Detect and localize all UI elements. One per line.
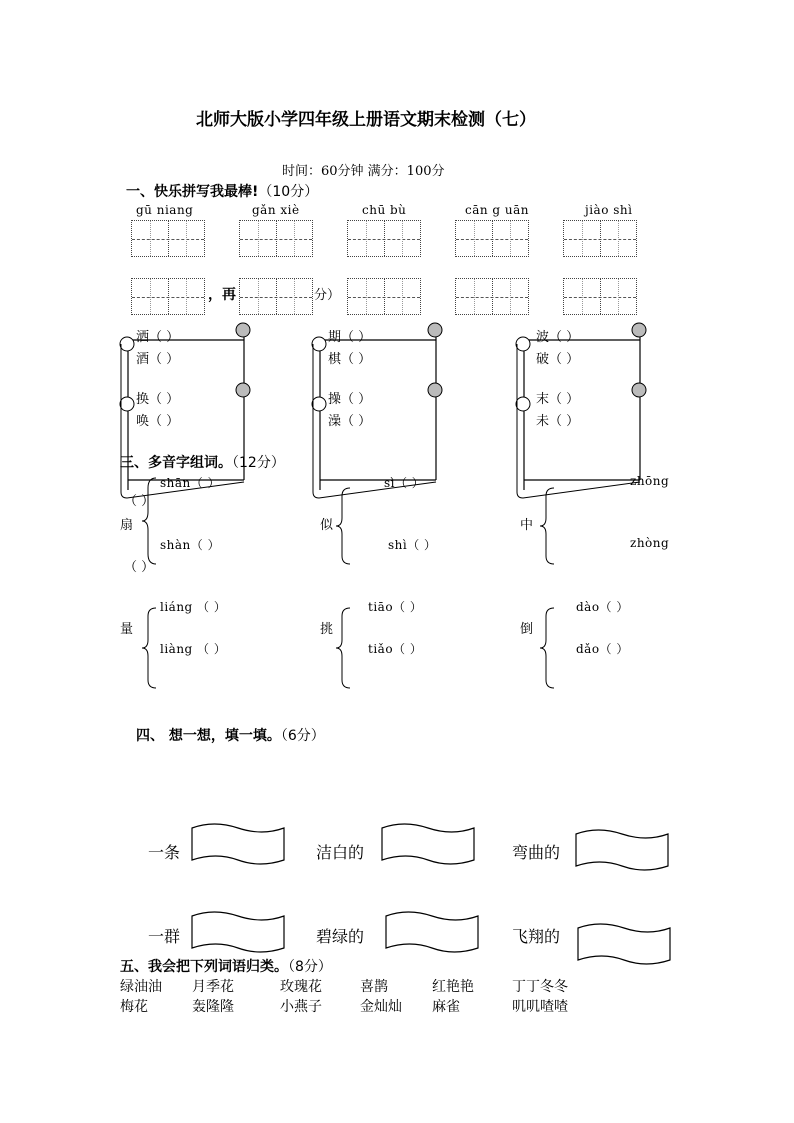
wave-answer-box[interactable] <box>384 908 480 958</box>
brace <box>538 486 558 566</box>
section-5-heading: 五、我会把下列词语归类。（8分） <box>120 959 332 975</box>
word-pair: 洒（ ） <box>136 330 180 345</box>
page-title: 北师大版小学四年级上册语文期末检测（七） <box>196 110 536 130</box>
fill-label: 飞翔的 <box>512 927 561 946</box>
polyphone-reading: liáng （ ） <box>160 600 227 614</box>
section-2-heading-fragment: ，再 <box>208 287 236 303</box>
pinyin-4: cān g uān <box>465 203 530 217</box>
fill-label: 一群 <box>148 927 181 946</box>
wave-answer-box[interactable] <box>380 820 476 870</box>
wave-answer-box[interactable] <box>190 820 286 870</box>
word: 喜鹊 <box>360 979 388 995</box>
word-pair: 操（ ） <box>328 392 372 407</box>
polyphone-reading: shān（ ） <box>160 476 221 490</box>
brace <box>140 606 160 690</box>
polyphone-reading: tiāo（ ） <box>368 600 423 614</box>
polyphone-reading: dào（ ） <box>576 600 629 614</box>
answer-paren: （ ） <box>124 494 155 509</box>
wave-answer-box[interactable] <box>576 920 672 970</box>
word-pair: 唤（ ） <box>136 414 180 429</box>
scroll-frame <box>308 320 448 498</box>
pinyin-3: chū bù <box>362 203 407 217</box>
word: 绿油油 <box>120 979 162 995</box>
word-pair: 破（ ） <box>536 352 580 367</box>
polyphone-char: 似 <box>320 518 334 533</box>
word: 小燕子 <box>280 999 322 1015</box>
polyphone-reading: zhōng <box>630 474 670 488</box>
writing-grid[interactable] <box>455 220 529 257</box>
word: 玫瑰花 <box>280 979 322 995</box>
word-pair: 澡（ ） <box>328 414 372 429</box>
writing-grid[interactable] <box>347 220 421 257</box>
brace <box>334 606 354 690</box>
word-pair: 酒（ ） <box>136 352 180 367</box>
polyphone-char: 挑 <box>320 622 334 637</box>
word: 红艳艳 <box>432 979 474 995</box>
section-4-heading: 四、 想一想，填一填。（6分） <box>136 728 325 744</box>
writing-grid[interactable] <box>455 278 529 315</box>
scroll-frame <box>512 320 652 498</box>
fill-label: 一条 <box>148 843 181 862</box>
word: 丁丁冬冬 <box>512 979 568 995</box>
section-3-heading: 三、多音字组词。（12分） <box>120 455 285 471</box>
word-pair: 未（ ） <box>536 414 580 429</box>
writing-grid[interactable] <box>347 278 421 315</box>
word: 轰隆隆 <box>192 999 234 1015</box>
polyphone-char: 倒 <box>520 622 534 637</box>
word-pair: 末（ ） <box>536 392 580 407</box>
brace <box>538 606 558 690</box>
writing-grid[interactable] <box>131 220 205 257</box>
writing-grid[interactable] <box>563 220 637 257</box>
answer-paren: （ ） <box>124 560 155 575</box>
polyphone-reading: sì（ ） <box>384 476 425 490</box>
polyphone-char: 中 <box>520 518 534 533</box>
section-1-heading: 一、快乐拼写我最棒!（10分） <box>126 184 319 200</box>
pinyin-5: jiào shì <box>585 203 633 217</box>
pinyin-2: gǎn xiè <box>252 203 300 217</box>
polyphone-reading: tiǎo（ ） <box>368 642 423 656</box>
fill-label: 弯曲的 <box>512 843 561 862</box>
polyphone-reading: shì（ ） <box>388 538 437 552</box>
word: 梅花 <box>120 999 148 1015</box>
word-pair: 棋（ ） <box>328 352 372 367</box>
word: 月季花 <box>192 979 234 995</box>
wave-answer-box[interactable] <box>190 908 286 958</box>
writing-grid[interactable] <box>239 278 313 315</box>
polyphone-char: 量 <box>120 622 134 637</box>
polyphone-reading: zhòng <box>630 536 670 550</box>
word: 麻雀 <box>432 999 460 1015</box>
word: 叽叽喳喳 <box>512 999 568 1015</box>
wave-answer-box[interactable] <box>574 826 670 876</box>
writing-grid[interactable] <box>563 278 637 315</box>
word-pair: 波（ ） <box>536 330 580 345</box>
section-2-points-fragment: 分） <box>314 288 341 303</box>
brace <box>334 486 354 566</box>
polyphone-char: 扇 <box>120 518 134 533</box>
fill-label: 洁白的 <box>316 843 365 862</box>
polyphone-reading: dǎo（ ） <box>576 642 629 656</box>
writing-grid[interactable] <box>239 220 313 257</box>
word: 金灿灿 <box>360 999 402 1015</box>
polyphone-reading: shàn（ ） <box>160 538 221 552</box>
word-pair: 换（ ） <box>136 392 180 407</box>
polyphone-reading: liàng （ ） <box>160 642 227 656</box>
word-pair: 期（ ） <box>328 330 372 345</box>
pinyin-1: gū niang <box>136 203 194 217</box>
exam-info: 时间：60分钟 满分：100分 <box>282 164 445 179</box>
writing-grid[interactable] <box>131 278 205 315</box>
fill-label: 碧绿的 <box>316 927 365 946</box>
